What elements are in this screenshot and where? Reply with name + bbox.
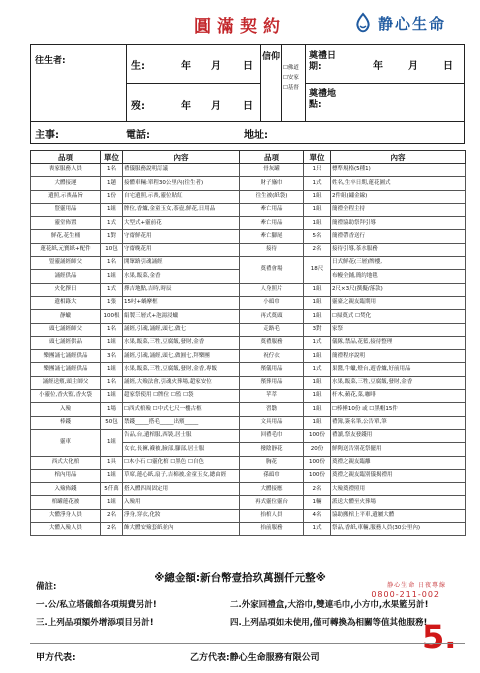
cell-content-2: 簡禮程序說明: [331, 350, 466, 363]
note-item: 二.外家回禮盒,大浴巾,雙連毛巾,小方巾,水果籃另計!: [230, 600, 429, 610]
cell-unit-2: 1只: [304, 164, 331, 177]
brand-logo: [352, 10, 472, 36]
table-row: [31, 323, 466, 336]
cell-unit-2: 1組: [304, 310, 331, 323]
cell-item-2: 抬棺人員: [240, 509, 304, 522]
cell-content: 牌位,香爐,金童玉女,茶壺,鮮花,日用品: [123, 203, 240, 216]
hotline-number: 0800-211-002: [371, 590, 440, 599]
religion-option-buddhist[interactable]: ☐佛道: [283, 65, 299, 71]
table-row: [31, 243, 466, 256]
cell-item-2: 小頭巾: [240, 296, 304, 309]
cell-unit: 1組: [101, 363, 123, 376]
cell-content-2: 鮮陶送告別花祭擺用: [331, 443, 466, 456]
cell-content: 守齋晚花用: [123, 243, 240, 256]
cell-unit: 1名: [101, 376, 123, 389]
cell-unit-2: 1式: [304, 336, 331, 349]
cell-item: 豎靈用品: [31, 203, 101, 216]
page-mark: 5.: [422, 618, 457, 656]
cell-item: 棺罐蓮花被: [31, 496, 101, 509]
table-row: [31, 363, 466, 376]
cell-unit: 1式: [101, 217, 123, 230]
cell-unit: 1名: [101, 164, 123, 177]
cell-unit: 2名: [101, 523, 123, 536]
cell-content: 搭入體四周固定用: [123, 483, 240, 496]
birth-year-unit: 年: [181, 61, 191, 72]
cell-content: 飾大體安殮套紙並內: [123, 523, 240, 536]
cell-unit-2: 2名: [304, 243, 331, 256]
deceased-info-box: [30, 44, 465, 122]
cell-unit-2: 1組: [304, 283, 331, 296]
cell-unit: 1名: [101, 257, 123, 270]
cell-item-2: 胸花: [240, 456, 304, 469]
cell-content-2: 簡禮協助祭拜引導: [331, 217, 466, 230]
cell-content-2: 協助搬棺上平車,遺屬大體: [331, 509, 466, 522]
religion-label: 信仰: [262, 52, 281, 62]
cell-unit: 1組: [101, 429, 123, 456]
cell-unit: 3名: [101, 350, 123, 363]
table-row: [31, 164, 466, 177]
service-items-table: [30, 150, 466, 536]
table-header-row: [31, 151, 466, 164]
cell-content: 水果,飯菜,三牲,豆腐飯,發財,金香,專飯: [123, 363, 240, 376]
address-label: 地址:: [244, 130, 268, 141]
table-row: [31, 230, 466, 243]
cell-unit: 1名: [101, 323, 123, 336]
cell-item-2: 財子旛巾: [240, 177, 304, 190]
cell-item-2: 大體接應: [240, 483, 304, 496]
cell-unit-2: 1組: [304, 390, 331, 403]
cell-unit: 1具: [101, 456, 123, 469]
cell-content: 草席,蓮心紙,扇子,吉棉被,金童玉女,總由經: [123, 469, 240, 482]
cell-content: 禁錢_____搭毛_____出殯_____: [123, 416, 240, 429]
cell-content-2: 果醬,牛蠟,燈台,遊香爐,好前用品: [331, 363, 466, 376]
cell-item: 鮮花,花生桶: [31, 230, 101, 243]
cell-unit-2: 1組: [304, 203, 331, 216]
cell-content: 水果,飯菜,金香: [123, 270, 240, 283]
cell-unit-2: 5名: [304, 230, 331, 243]
cell-item-2: 抬前服務: [240, 523, 304, 536]
table-row: [31, 190, 466, 203]
cell-unit: 1式: [101, 283, 123, 296]
cell-item-2: 孫頭巾: [240, 469, 304, 482]
table-row: [31, 310, 466, 323]
cell-unit-2: 4名: [304, 509, 331, 522]
table-row: [31, 350, 466, 363]
cell-item: 火化擇日: [31, 283, 101, 296]
cell-unit: 1組: [101, 496, 123, 509]
cell-item: 頭七誦經供品: [31, 336, 101, 349]
host-label: 主事:: [35, 130, 59, 141]
cell-content-2: 2件組(繡金線): [331, 190, 466, 203]
cell-item-2: 祝佇衣: [240, 350, 304, 363]
table-row: [31, 483, 466, 496]
cell-unit: 1組: [101, 203, 123, 216]
cell-content: 禮儀服務說明訂議: [123, 164, 240, 177]
cell-item: 大體入殮人員: [31, 523, 101, 536]
table-row: [31, 496, 466, 509]
birth-day-unit: 日: [243, 61, 253, 72]
cell-unit-2: 1組: [304, 403, 331, 416]
cell-content: 水果,飯菜,三牲,豆腐飯,發財,金香: [123, 336, 240, 349]
service-date-label: 奠禮日期:: [309, 51, 337, 72]
service-year-unit: 年: [373, 61, 383, 72]
cell-unit-2: 2名: [304, 483, 331, 496]
cell-content-2: 家祭: [331, 323, 466, 336]
table-row: [31, 390, 466, 403]
cell-unit: 1對: [101, 230, 123, 243]
cell-unit-2: 100份: [304, 456, 331, 469]
table-row: [31, 416, 466, 429]
note-item: 四.上列品項如未使用,僅可轉換為相關等值其他服務!: [230, 618, 428, 628]
cell-unit: 10包: [101, 243, 123, 256]
cell-item: 誦經送殯,頭主師父: [31, 376, 101, 389]
cell-content: 自宅遺照,示喪,靈位貼紅: [123, 190, 240, 203]
cell-content-2: 派送大體至火葬場: [331, 496, 466, 509]
cell-content: 擇吉地點,吉時,時辰: [123, 283, 240, 296]
cell-content: 15吋+蝸摩框: [123, 296, 240, 309]
cell-item: 豎靈誦經師父: [31, 257, 101, 270]
cell-content: 女衣,長褲,襪被,臉部,腳部,居士服: [123, 443, 240, 456]
party-b-signature: 乙方代表:静心生命服務有限公司: [190, 653, 320, 663]
cell-item-2: 回禮毛巾: [240, 429, 304, 442]
cell-item-2: 撥陰靜花: [240, 443, 304, 456]
cell-item: 喪家服務人員: [31, 164, 101, 177]
col-unit-2: 單位: [304, 151, 331, 164]
birth-label: 生:: [131, 61, 145, 72]
cell-content-2: 奠禮之親友臨離: [331, 456, 466, 469]
party-a-signature: 甲方代表:: [36, 653, 76, 663]
table-row: [31, 456, 466, 469]
death-year-unit: 年: [181, 101, 191, 112]
cell-item-2: 往生被(紙袋): [240, 190, 304, 203]
cell-item-2: 牽亡用品: [240, 217, 304, 230]
notes-heading: 備註:: [36, 582, 57, 592]
cell-content-2: 禮讀,祭友發錢用: [331, 429, 466, 442]
cell-unit-2: 1組: [304, 296, 331, 309]
cell-content: 誦經,引魂,誦經,頭七,做圓七,拜樂團: [123, 350, 240, 363]
cell-item-2: 再式奠頭: [240, 310, 304, 323]
cell-item-2: 奠禮會場: [240, 257, 304, 284]
cell-item-2: 殯葬用品: [240, 376, 304, 389]
cell-item: 樂團誦七誦經供品: [31, 350, 101, 363]
cell-item-2: 走路毛: [240, 323, 304, 336]
cell-unit: 1份: [101, 190, 123, 203]
cell-unit: 2名: [101, 509, 123, 522]
cell-unit-2: 100份: [304, 469, 331, 482]
cell-item-2: 殯儀用品: [240, 363, 304, 376]
cell-content: 守齋鮮花用: [123, 230, 240, 243]
cell-item-2: 人身照片: [240, 283, 304, 296]
birth-month-unit: 月: [211, 61, 221, 72]
cell-item-2: 接待: [240, 243, 304, 256]
host-info-row: [30, 122, 465, 144]
cell-content: 超家祭使用 ☐牌位 ☐監 ☐袋: [123, 390, 240, 403]
table-row: [31, 336, 466, 349]
cell-item-2: 苹萃: [240, 390, 304, 403]
service-day-unit: 日: [443, 61, 453, 72]
cell-item: 誦經供品: [31, 270, 101, 283]
table-row: [31, 257, 466, 270]
cell-content: 誦經,引魂,誦經,頭七,做七: [123, 323, 240, 336]
col-unit: 單位: [101, 151, 123, 164]
cell-content: ☐西式棺殮 ☐中式七尺一樓古柩: [123, 403, 240, 416]
cell-content-2: 日式鮮花(三層)牌樓,: [331, 257, 466, 270]
cell-item: 棺內用品: [31, 469, 101, 482]
cell-unit: 100根: [101, 310, 123, 323]
cell-unit: 1組: [101, 390, 123, 403]
hotline-label: 静心生命 日夜專線: [387, 582, 446, 589]
cell-item: 大體淨身人員: [31, 509, 101, 522]
cell-content-2: ☐棒捶10份 或 ☐黑帽15件: [331, 403, 466, 416]
burial-location-label: 奠禮地點:: [309, 89, 337, 110]
cell-item-2: 再式靈位靈台: [240, 496, 304, 509]
cell-item: 遺相錄大: [31, 296, 101, 309]
cell-item: 棒錢: [31, 416, 101, 429]
cell-content: 淨身,穿衣,化妝: [123, 509, 240, 522]
col-content: 內容: [123, 151, 240, 164]
cell-unit: 1組: [101, 270, 123, 283]
cell-item-2: 牽亡用品: [240, 203, 304, 216]
cell-content-2: 簡禮全程主持: [331, 203, 466, 216]
cell-content-2: 大殮奠禮照用: [331, 483, 466, 496]
death-label: 歿:: [131, 101, 145, 112]
cell-content-2: 靈臺之親友臨期用: [331, 296, 466, 309]
cell-content-2: 布幔全鋪,簡約地毯: [331, 270, 466, 283]
cell-content: 告品,台,遺棺服,西裝,居士服: [123, 429, 240, 442]
cell-unit-2: 3對: [304, 323, 331, 336]
table-row: [31, 403, 466, 416]
cell-item: 西式大化棺: [31, 456, 101, 469]
cell-item: 頭七誦經師父: [31, 323, 101, 336]
table-row: [31, 296, 466, 309]
cell-unit: 1張: [101, 296, 123, 309]
cell-content-2: 杆木,蘋花,菜,咖啡: [331, 390, 466, 403]
col-item: 品項: [31, 151, 101, 164]
cell-item: 靈堂佈置: [31, 217, 101, 230]
cell-unit-2: 100份: [304, 429, 331, 442]
col-item-2: 品項: [240, 151, 304, 164]
lotus-drop-icon: [352, 12, 374, 34]
cell-content-2: 奠禮之親友臨別儀揭禮用: [331, 469, 466, 482]
col-content-2: 內容: [331, 151, 466, 164]
note-item: 三.上列品項額外增添項目另計!: [36, 618, 154, 628]
cell-content-2: 水果,飯菜,三牲,豆腐飯,發財,金香: [331, 376, 466, 389]
contract-title: 圓滿契約: [194, 17, 286, 37]
cell-item: 遺照,示喪晶旨: [31, 190, 101, 203]
cell-content: 絹製三層式+泡湯浸蠟: [123, 310, 240, 323]
brand-name: 静心生命: [378, 15, 447, 33]
phone-label: 電話:: [126, 130, 150, 141]
cell-content-2: 姓名,生卒日期,蓮花圖式: [331, 177, 466, 190]
total-amount: ※總金額:新台幣壹拾玖萬捌仟元整※: [154, 572, 326, 584]
cell-item-2: 骨灰罐: [240, 164, 304, 177]
table-row: [31, 177, 466, 190]
cell-content-2: 禮簿,簽名筆,公告單,筆: [331, 416, 466, 429]
cell-item: 大體接運: [31, 177, 101, 190]
cell-item: 小靈位,香火監,香火袋: [31, 390, 101, 403]
cell-unit: 1組: [101, 469, 123, 482]
religion-option-anjia[interactable]: ☐安家: [283, 75, 299, 81]
table-row: [31, 203, 466, 216]
cell-unit-2: 18尺: [304, 257, 331, 284]
service-month-unit: 月: [408, 61, 418, 72]
cell-item: 入殮佈錢: [31, 483, 101, 496]
cell-unit-2: 1組: [304, 376, 331, 389]
cell-item: 靈車: [31, 429, 101, 456]
cell-item: 蓮花紙,元寶紙+配件: [31, 243, 101, 256]
cell-content-2: 祭品,香紙,車輛,服務人員(30公里內): [331, 523, 466, 536]
cell-content: 開眾路引魂誦經: [123, 257, 240, 270]
cell-unit: 1趟: [101, 177, 123, 190]
cell-item-2: 奠禮服務: [240, 336, 304, 349]
death-day-unit: 日: [243, 101, 253, 112]
table-row: [31, 509, 466, 522]
cell-unit-2: 1組: [304, 190, 331, 203]
table-row: [31, 469, 466, 482]
deceased-label: 往生者:: [35, 56, 66, 66]
cell-item: 樂團誦七誦經供品: [31, 363, 101, 376]
cell-unit: 1場: [101, 403, 123, 416]
cell-item: 靜蠟: [31, 310, 101, 323]
cell-unit-2: 1式: [304, 363, 331, 376]
cell-content-2: 儀隊,禁品,花籃,接待整理: [331, 336, 466, 349]
cell-unit-2: 20份: [304, 443, 331, 456]
signature-divider: [30, 643, 465, 644]
cell-content: 大型式+靈前花: [123, 217, 240, 230]
table-row: [31, 429, 466, 442]
table-row: [31, 376, 466, 389]
cell-item-2: 習翳: [240, 403, 304, 416]
table-row: [31, 217, 466, 230]
table-row: [31, 523, 466, 536]
cell-content-2: 接待引導,茶水服務: [331, 243, 466, 256]
cell-unit: 1組: [101, 336, 123, 349]
cell-unit-2: 1組: [304, 416, 331, 429]
cell-unit: 5仟萬: [101, 483, 123, 496]
note-item: 一.公/私立塔儀館各項規費另計!: [36, 600, 157, 610]
cell-content-2: 2尺×3尺(撰擬/落款): [331, 283, 466, 296]
cell-item: 入殮: [31, 403, 101, 416]
death-month-unit: 月: [211, 101, 221, 112]
cell-unit: 50包: [101, 416, 123, 429]
cell-content: 入殮用: [123, 496, 240, 509]
cell-content: ☐木小石 ☐靈化棺 ☐黑色 ☐自色: [123, 456, 240, 469]
cell-unit-2: 1組: [304, 217, 331, 230]
cell-content-2: 簡禮帶香送行: [331, 230, 466, 243]
table-row: [31, 283, 466, 296]
cell-item-2: 文具用品: [240, 416, 304, 429]
cell-unit-2: 1式: [304, 523, 331, 536]
cell-content: 接體車輛:單程30公里內(往生者): [123, 177, 240, 190]
cell-item-2: 牽亡腳尾: [240, 230, 304, 243]
cell-content-2: 標準規格(5種1): [331, 164, 466, 177]
cell-unit-2: 1輛: [304, 496, 331, 509]
cell-content-2: ☐掃奠式 ☐焚化: [331, 310, 466, 323]
cell-unit-2: 1組: [304, 350, 331, 363]
cell-unit-2: 1式: [304, 177, 331, 190]
cell-content: 誦經,大殮法會,引魂火葬場,超家安位: [123, 376, 240, 389]
religion-option-christian[interactable]: ☐基督: [283, 85, 299, 91]
